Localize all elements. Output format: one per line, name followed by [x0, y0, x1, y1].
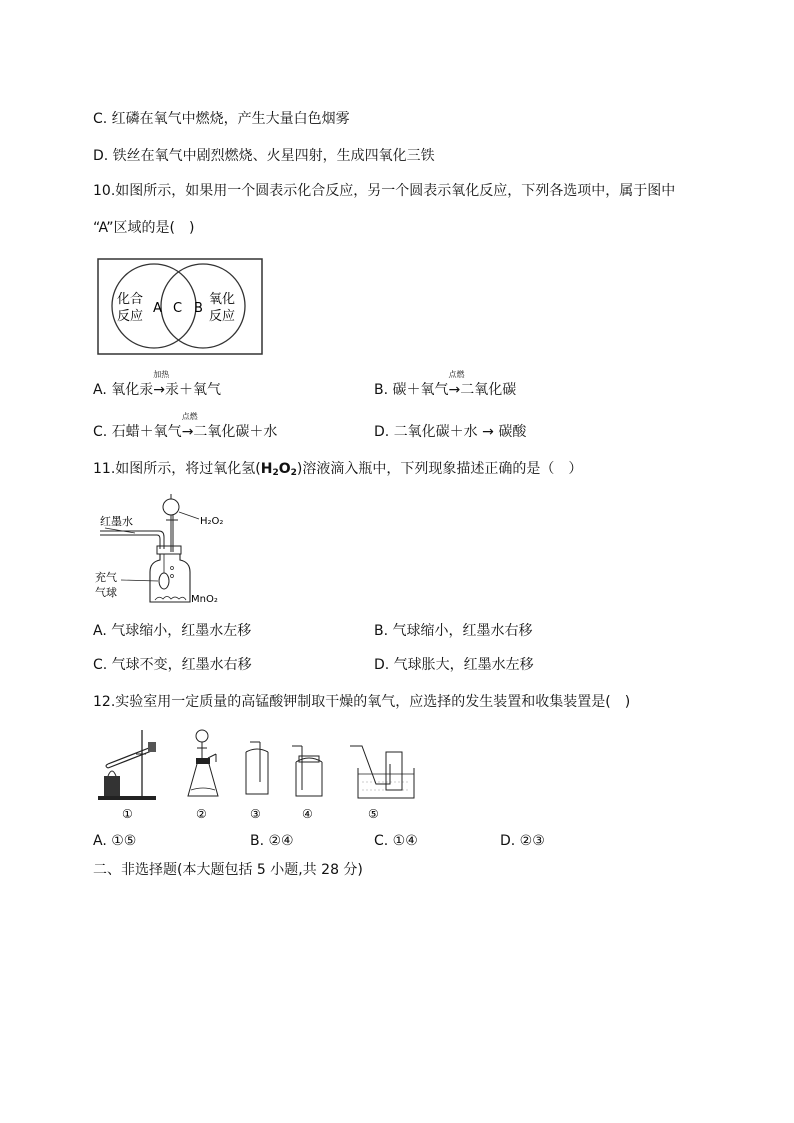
apparatus-3-bottle [246, 742, 268, 794]
q9-option-c: C. 红磷在氧气中燃烧，产生大量白色烟雾 [93, 111, 350, 127]
q11-option-c: C. 气球不变，红墨水右移 [93, 657, 252, 673]
venn-left-line2: 反应 [117, 309, 144, 324]
q11-option-b: B. 气球缩小，红墨水右移 [374, 623, 533, 639]
apparatus-label-1: ① [122, 807, 133, 821]
q12-option-d: D. ②③ [500, 833, 545, 849]
q12-option-a: A. ①⑤ [93, 833, 137, 849]
q10-option-d: D. 二氧化碳＋水 → 碳酸 [374, 424, 527, 440]
q12-option-c: C. ①④ [374, 833, 418, 849]
balloon-label-line2: 气球 [95, 586, 117, 599]
h2o2-label: H₂O₂ [200, 516, 224, 527]
apparatus-label-5: ⑤ [368, 807, 379, 821]
apparatus-4-bottle [292, 746, 322, 796]
apparatus-2-flask [188, 730, 218, 796]
q10-option-c: C. 石蜡＋氧气 点燃 →二氧化碳＋水 [93, 412, 278, 440]
apparatus-1-heating [98, 730, 156, 800]
section-2-heading: 二、非选择题(本大题包括 5 小题,共 28 分) [93, 862, 363, 878]
apparatus-label-2: ② [196, 807, 207, 821]
apparatus-label-4: ④ [302, 807, 313, 821]
venn-right-line1: 氧化 [209, 292, 236, 307]
flask-balloon-diagram [95, 492, 230, 610]
apparatus-label-3: ③ [250, 807, 261, 821]
q10-stem-line1: 10.如图所示，如果用一个圆表示化合反应，另一个圆表示氧化反应，下列各选项中，属于图中 [93, 183, 676, 199]
q11-stem: 11.如图所示，将过氧化氢$(H_2O_2)$溶液滴入瓶中，下列现象描述正确的是（ ） [93, 461, 583, 478]
q10-option-a: A. 氧化汞 加热 →汞＋氧气 [93, 370, 221, 398]
venn-label-b: B [194, 301, 203, 316]
q9-option-d: D. 铁丝在氧气中剧烈燃烧、火星四射，生成四氧化三铁 [93, 148, 435, 164]
q11-option-d: D. 气球胀大，红墨水左移 [374, 657, 534, 673]
venn-diagram [97, 258, 263, 355]
venn-left-line1: 化合 [117, 292, 144, 307]
apparatus-diagram [96, 724, 426, 824]
venn-label-a: A [153, 301, 162, 316]
q12-stem: 12.实验室用一定质量的高锰酸钾制取干燥的氧气，应选择的发生装置和收集装置是( ) [93, 694, 631, 710]
venn-right-line2: 反应 [209, 309, 236, 324]
apparatus-5-water-trough [350, 746, 414, 798]
q11-option-a: A. 气球缩小，红墨水左移 [93, 623, 252, 639]
red-ink-label: 红墨水 [100, 515, 133, 528]
q10-option-b: B. 碳＋氧气 点燃 →二氧化碳 [374, 370, 517, 398]
mno2-label: MnO₂ [191, 594, 218, 605]
q12-option-b: B. ②④ [250, 833, 294, 849]
balloon-label-line1: 充气 [95, 571, 117, 584]
q10-stem-line2: “A”区域的是( ) [93, 220, 195, 236]
venn-label-c: C [173, 301, 183, 316]
